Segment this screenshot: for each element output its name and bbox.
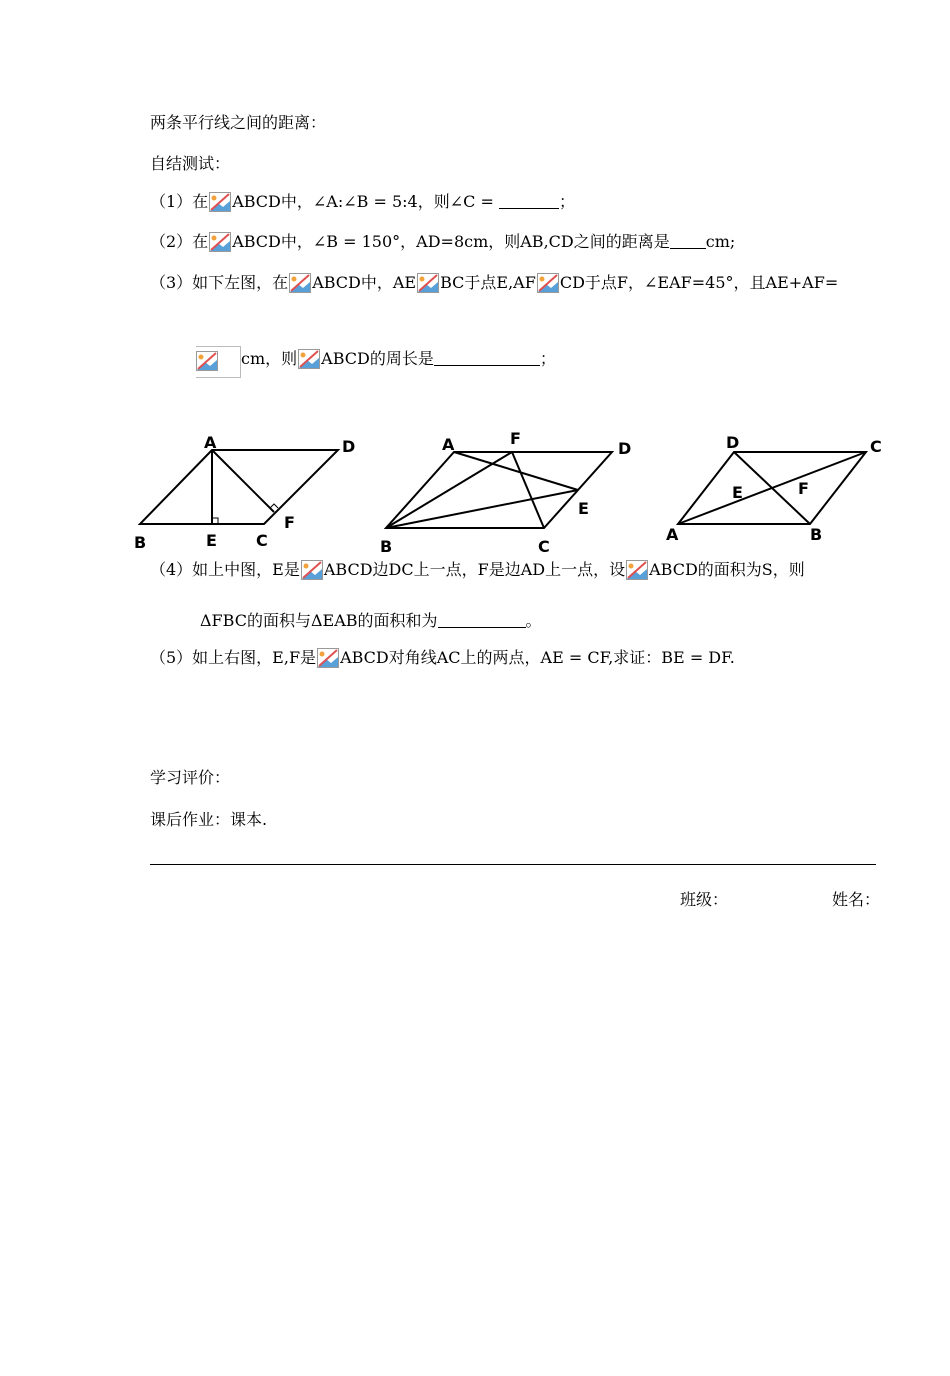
label-d: D bbox=[618, 439, 632, 458]
answer-blank[interactable] bbox=[434, 351, 540, 366]
label-b: B bbox=[380, 537, 393, 556]
answer-blank[interactable] bbox=[499, 194, 559, 209]
label-a: A bbox=[204, 433, 217, 452]
broken-image-icon bbox=[537, 273, 559, 293]
label-f: F bbox=[284, 513, 295, 532]
label-b: B bbox=[134, 533, 147, 552]
broken-image-icon bbox=[289, 273, 311, 293]
label-d: D bbox=[726, 433, 740, 452]
answer-blank[interactable] bbox=[670, 234, 706, 249]
broken-image-icon bbox=[626, 560, 648, 580]
eval-label: 学习评价： bbox=[150, 768, 231, 787]
broken-image-icon bbox=[196, 346, 241, 378]
broken-image-icon bbox=[209, 232, 231, 252]
question-4-line-2: ΔFBC的面积与ΔEAB的面积和为 。 bbox=[200, 611, 542, 630]
self-test-title: 自结测试： bbox=[150, 154, 231, 173]
broken-image-icon bbox=[298, 349, 320, 369]
label-d: D bbox=[342, 437, 356, 456]
label-c: C bbox=[870, 437, 882, 456]
section-title: 两条平行线之间的距离： bbox=[150, 113, 327, 132]
label-b: B bbox=[810, 525, 823, 544]
question-5: （5）如上右图，E,F是 ABCD对角线AC上的两点，AE = CF,求证：BE = DF. bbox=[150, 648, 735, 667]
label-e: E bbox=[206, 531, 217, 550]
question-1: （1）在 ABCD中，∠A:∠B = 5:4，则∠C = ； bbox=[150, 192, 575, 211]
question-4: （4）如上中图，E是 ABCD边DC上一点，F是边AD上一点，设 ABCD的面积为S，则 bbox=[150, 560, 805, 579]
answer-blank[interactable] bbox=[438, 613, 526, 628]
question-3-line-2: cm，则 ABCD的周长是 ； bbox=[196, 346, 556, 378]
broken-image-icon bbox=[417, 273, 439, 293]
divider bbox=[150, 864, 876, 865]
question-3: （3）如下左图，在 ABCD中，AE BC于点E,AF CD于点F，∠EAF=45°，且AE+AF= bbox=[150, 273, 839, 292]
figure-middle-parallelogram bbox=[374, 424, 636, 558]
name-label: 姓名： bbox=[832, 890, 881, 909]
label-c: C bbox=[256, 531, 268, 550]
broken-image-icon bbox=[301, 560, 323, 580]
broken-image-icon bbox=[209, 192, 231, 212]
label-f: F bbox=[510, 429, 521, 448]
label-a: A bbox=[442, 435, 455, 454]
class-label: 班级： bbox=[680, 890, 729, 909]
question-2: （2）在 ABCD中，∠B = 150°，AD=8cm，则AB,CD之间的距离是 cm; bbox=[150, 232, 736, 251]
label-e: E bbox=[732, 483, 743, 502]
figure-left-parallelogram bbox=[128, 428, 368, 556]
broken-image-icon bbox=[317, 648, 339, 668]
homework-label: 课后作业：课本. bbox=[150, 810, 268, 829]
label-a: A bbox=[666, 525, 679, 544]
label-e: E bbox=[578, 499, 589, 518]
figure-right-parallelogram bbox=[660, 428, 890, 548]
label-f: F bbox=[798, 479, 809, 498]
label-c: C bbox=[538, 537, 550, 556]
